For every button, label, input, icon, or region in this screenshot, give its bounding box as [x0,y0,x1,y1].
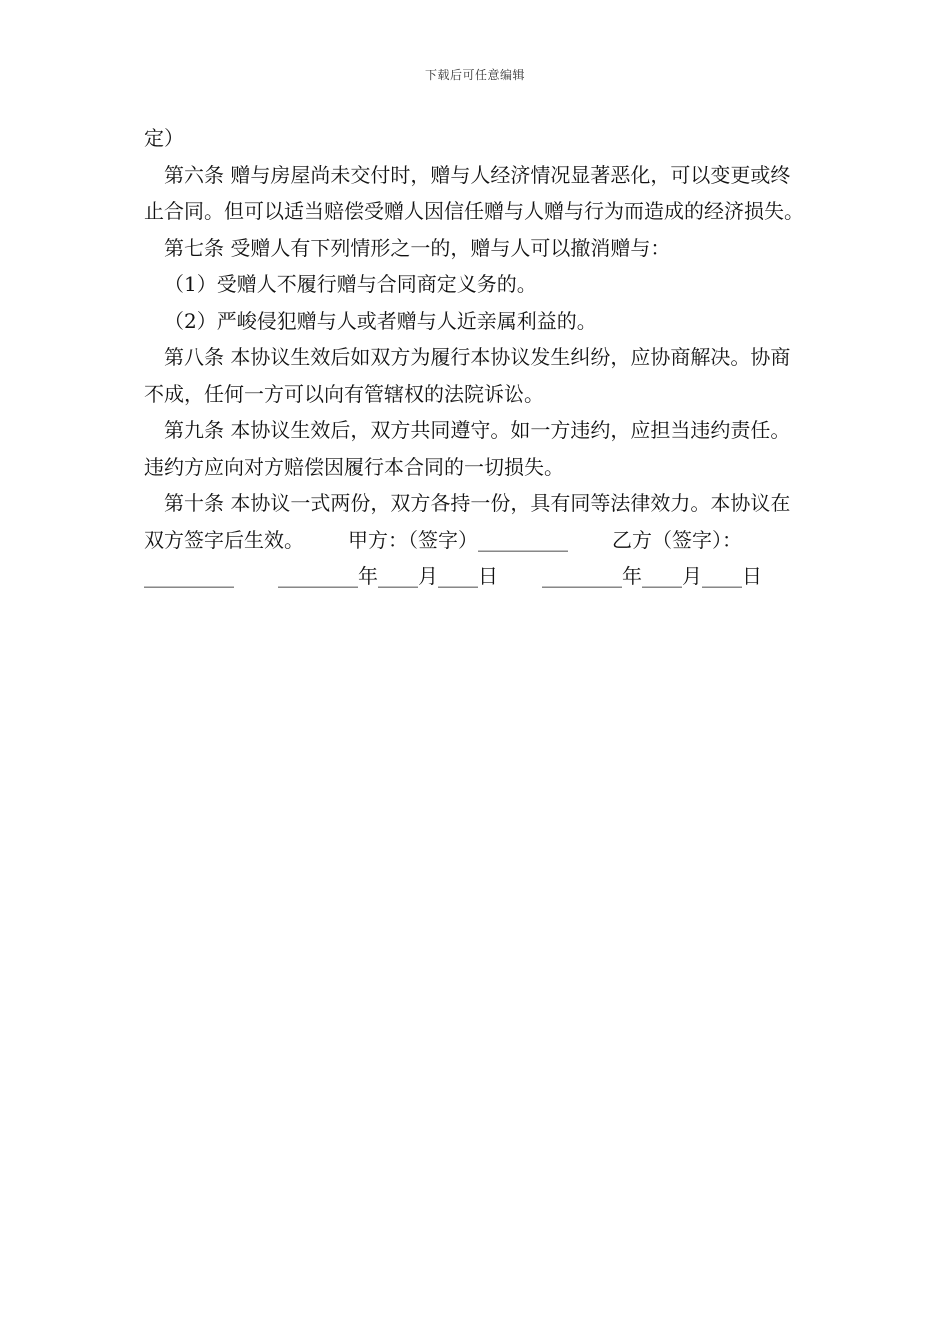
article-8: 第八条 本协议生效后如双方为履行本协议发生纠纷，应协商解决。协商不成，任何一方可以向有管辖权的法院诉讼。 [144,345,791,406]
party-b-date: ________年____月____日 [542,564,762,588]
article-7: 第七条 受赠人有下列情形之一的，赠与人可以撤消赠与： [164,235,671,260]
article-5-continuation: 定） [144,126,184,150]
page-header: 下载后可任意编辑 [424,68,525,82]
article-7-item-1: （1）受赠人不履行赠与合同商定义务的。 [164,272,537,296]
article-6: 第六条 赠与房屋尚未交付时，赠与人经济情况显著恶化，可以变更或终止合同。但可以适当赔偿受赠人因信任赠与人赠与行为而造成的经济损失。 [144,162,804,223]
party-a-date: ________年____月____日 [278,564,498,588]
article-9: 第九条 本协议生效后，双方共同遵守。如一方违约，应担当违约责任。违约方应向对方赔偿因履行本合同的一切损失。 [144,418,791,479]
article-7-item-2: （2）严峻侵犯赠与人或者赠与人近亲属利益的。 [164,308,597,333]
document-body [144,120,810,595]
article-10-signature-block [144,485,810,595]
party-a-signature: 甲方：（签字）_________ [348,527,568,552]
party-b-signature: 乙方（签字）：_________ [144,527,742,588]
article-10: 第十条 本协议一式两份，双方各持一份，具有同等法律效力。本协议在双方签字后生效。 [144,491,791,552]
